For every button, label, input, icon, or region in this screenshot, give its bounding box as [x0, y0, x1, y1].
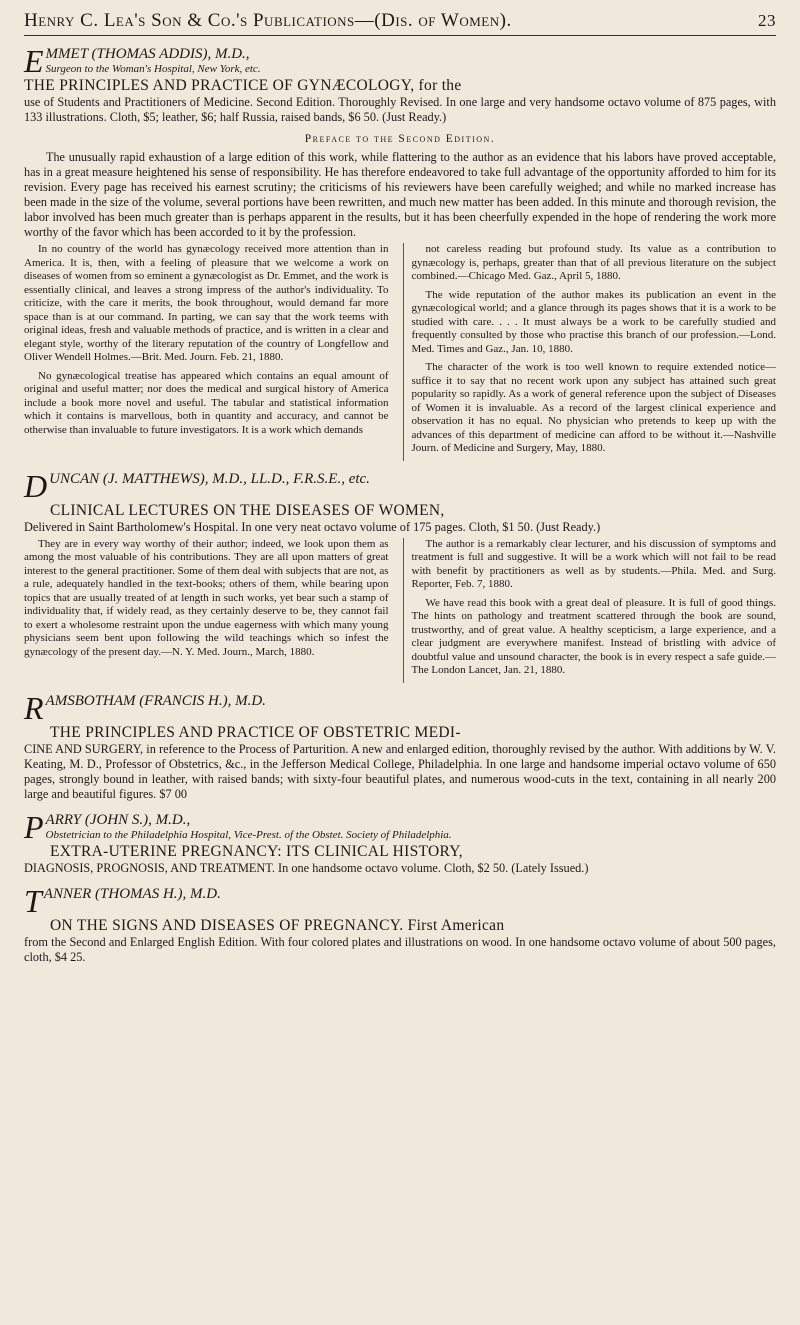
entry-ramsbotham — [24, 689, 776, 802]
book-description: CINE AND SURGERY, in reference to the Process of Parturition. A new and enlarged edition, thoroughly revised by the author. With additions by W. V. Keating, M. D., Professor of Obstetrics, &c., in the Jefferson Medical College, Philadelphia. In one large and handsome imperial octavo volume of 650 pages, strongly bound in leather, with raised bands; with sixty-four beautiful plates, and numerous wood-cuts in the text, containing in all nearly 200 large and beautiful figures. $7 00 — [24, 741, 776, 801]
author-name: ANNER (THOMAS H.), M.D. — [43, 885, 221, 902]
drop-cap: P — [24, 808, 44, 845]
book-description: Delivered in Saint Bartholomew's Hospital. In one very neat octavo volume of 175 pages. Cloth, $1 50. (Just Ready.) — [24, 519, 601, 534]
author-heading — [24, 467, 776, 504]
entry-parry — [24, 808, 776, 876]
review-columns — [24, 243, 776, 461]
review-paragraph: They are in every way worthy of their author; indeed, we look upon them as among the most valuable of his contributions. They are all upon matters of great interest to the general practitioner. Some of them deal with subjects that are not, as a rule, adequately handled in the text-books; others of them, while bearing upon topics that are usually treated of at length in such works, yet bear such a stamp of individuality that, if widely read, as they certainly deserve to be, they cannot fail to exert a wholesome restraint upon the undue eagerness with which many young physicians seem bent upon following the wild teachings which so infest the gynæcology of the present day.—N. Y. Med. Journ., March, 1880. — [24, 537, 389, 658]
author-name: MMET (THOMAS ADDIS), M.D., — [45, 46, 250, 62]
page-number: 23 — [758, 11, 776, 30]
review-paragraph: No gynæcological treatise has appeared which contains an equal amount of original and useful matter; nor does the medical and surgical history of America include a book more novel and useful. The tabular and statistical information which it contains is marvellous, both in quantity and accuracy, and cannot be otherwise than invaluable to future investigators. It is a work which demands — [24, 369, 389, 436]
book-description: use of Students and Practitioners of Medicine. Second Edition. Thoroughly Revised. In one large and very handsome octavo volume of 875 pages, with 133 illustrations. Cloth, $5; leather, $6; half Russia, raised bands, $6 50. (Just Ready.) — [24, 95, 776, 124]
review-column-right — [403, 538, 777, 683]
book-description: from the Second and Enlarged English Edition. With four colored plates and illustrations on wood. In one handsome octavo volume of about 500 pages, cloth, $4 25. — [24, 934, 776, 964]
author-heading — [24, 689, 776, 726]
author-affiliation: Obstetrician to the Philadelphia Hospital, Vice-Prest. of the Obstet. Society of Philadelphia. — [45, 828, 452, 841]
author-name: UNCAN (J. MATTHEWS), M.D., LL.D., F.R.S.E., etc. — [49, 470, 370, 487]
author-name: ARRY (JOHN S.), M.D., — [45, 811, 191, 828]
book-title: CLINICAL LECTURES ON THE DISEASES OF WOMEN, — [50, 501, 445, 519]
review-paragraph: In no country of the world has gynæcology received more attention than in America. It is, then, with a feeling of pleasure that we welcome a work on diseases of women from so eminent a gynæcologist as Dr. Emmet, and the work is essentially clinical, and leaves a strong impress of the author's individuality. To criticize, with the care it merits, the book throughout, would demand far more space than is at our command. In parting, we can say that the work teems with original ideas, fresh and valuable methods of practice, and is written in a clear and elegant style, worthy of the literary reputation of the country of Longfellow and Oliver Wendell Holmes.—Brit. Med. Journ. Feb. 21, 1880. — [24, 243, 389, 363]
review-paragraph: The character of the work is too well known to require extended notice—suffice it to say that no recent work upon any subject has attained such great popularity so rapidly. As a work of general reference upon the subject of Diseases of Women it is invaluable. As a record of the largest clinical experience and observation it has no equal. No physician who pretends to keep up with the advances of this department of medicine can afford to be without it.—Nashville Journ. of Medicine and Surgery, May, 1880. — [411, 361, 776, 454]
book-title: EXTRA-UTERINE PREGNANCY: ITS CLINICAL HISTORY, — [50, 842, 463, 860]
book-title: THE PRINCIPLES AND PRACTICE OF GYNÆCOLOGY, for the — [24, 77, 462, 94]
drop-cap: R — [24, 689, 44, 726]
section-subhead: Preface to the Second Edition. — [304, 133, 496, 145]
review-paragraph: not careless reading but profound study. Its value as a contribution to gynæcology is, perhaps, greater than that of all previous literature on the subject combined.—Chicago Med. Gaz., April 5, 1880. — [411, 243, 776, 282]
review-column-right — [403, 243, 777, 461]
review-columns — [24, 538, 776, 683]
entry-emmet — [24, 43, 777, 461]
review-paragraph: The wide reputation of the author makes its publication an event in the gynæcological world; and a glance through its pages shows that it is a work to be studied with care. . . . It must always be a work to be carefully studied and frequently consulted by those who practise this branch of our profession.—Lond. Med. Times and Gaz., Jan. 10, 1880. — [411, 288, 776, 355]
book-title: THE PRINCIPLES AND PRACTICE OF OBSTETRIC MEDI- — [50, 723, 461, 741]
entry-tanner — [24, 882, 776, 965]
drop-cap: E — [24, 43, 44, 79]
author-heading — [24, 43, 776, 79]
author-heading — [24, 882, 776, 919]
review-paragraph: The author is a remarkably clear lecturer, and his discussion of symptoms and treatment is full and suggestive. It will be a work which will not fail to be read with benefit by practitioners as well as by students.—Phila. Med. and Surg. Reporter, Feb. 7, 1880. — [411, 537, 776, 590]
review-column-left — [24, 243, 389, 461]
book-title: ON THE SIGNS AND DISEASES OF PREGNANCY. First American — [50, 916, 505, 934]
publisher-line: Henry C. Lea's Son & Co.'s Publications—(Dis. of Women). — [24, 10, 512, 31]
author-affiliation: Surgeon to the Woman's Hospital, New York, etc. — [45, 63, 261, 75]
author-heading — [24, 808, 776, 845]
drop-cap: D — [24, 467, 48, 504]
book-description: DIAGNOSIS, PROGNOSIS, AND TREATMENT. In one handsome octavo volume. Cloth, $2 50. (Lately Issued.) — [24, 860, 589, 875]
entry-duncan — [24, 467, 776, 683]
preface-text: The unusually rapid exhaustion of a large edition of this work, while flattering to the author as an evidence that his labors have proved acceptable, has in a great measure heightened his sense of responsibility. He has therefore endeavored to take full advantage of the opportunity afforded to him for its revision. Every page has received his earnest scrutiny; the criticisms of his reviewers have been carefully weighed; and while no marked increase has been made in the size of the volume, several portions have been rewritten, and much new matter has been added. In this minute and thorough revision, the labor involved has been much greater than is perhaps apparent in the results, but it has been cheerfully expended in the hope of rendering the work more worthy of the favor which has been accorded to it by the profession. — [24, 150, 777, 239]
drop-cap: T — [24, 882, 42, 919]
running-head — [24, 6, 776, 36]
review-paragraph: We have read this book with a great deal of pleasure. It is full of good things. The hints on pathology and treatment scattered through the book are sound, trustworthy, and of great value. A healthy scepticism, a large experience, and a clear judgment are everywhere manifest. Instead of bristling with advice of doubtful value and unsound character, the book is in every respect a safe guide.—The London Lancet, Jan. 21, 1880. — [411, 596, 776, 676]
author-name: AMSBOTHAM (FRANCIS H.), M.D. — [45, 692, 266, 709]
review-column-left — [24, 538, 389, 683]
